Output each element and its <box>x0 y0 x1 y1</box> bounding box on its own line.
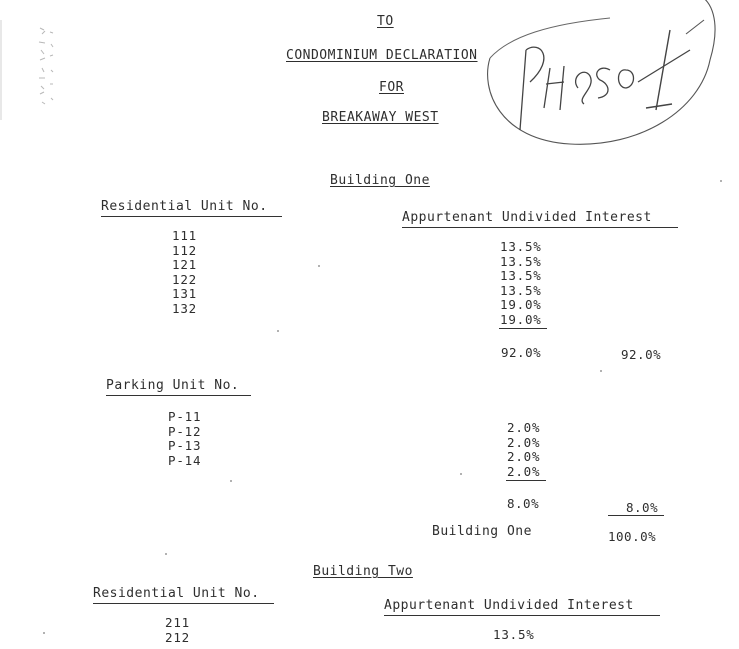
list-item: 13.5% <box>500 253 542 269</box>
list-item: 13.5% <box>500 282 542 298</box>
parking-unit-header: Parking Unit No. <box>106 378 240 393</box>
parking-total: 8.0% <box>626 500 659 515</box>
list-item: 13.5% <box>500 239 542 254</box>
interest-header-underline <box>402 227 678 228</box>
residential-subtotal: 92.0% <box>501 345 542 360</box>
building-two-title: Building Two <box>313 564 413 579</box>
list-item: 132 <box>172 300 197 316</box>
handwritten-circled-notation <box>460 0 739 160</box>
list-item: 121 <box>172 257 197 272</box>
list-item: 111 <box>172 228 197 243</box>
heading-breakaway-west: BREAKAWAY WEST <box>322 110 439 125</box>
list-item: P-11 <box>168 409 202 424</box>
list-item: P-12 <box>168 423 202 439</box>
scan-speck <box>165 553 167 555</box>
parking-interests-list <box>507 421 540 479</box>
building-one-grand-total: 100.0% <box>608 529 657 544</box>
building-one-title: Building One <box>330 173 430 188</box>
building-two-units-list <box>165 616 190 645</box>
residential-units-list <box>172 229 197 316</box>
scan-speck <box>43 632 45 634</box>
list-item: 13.5% <box>500 268 542 283</box>
heading-to: TO <box>377 14 394 29</box>
scan-speck <box>230 480 232 482</box>
list-item: 2.0% <box>507 463 541 479</box>
building-two-residential-header: Residential Unit No. <box>93 586 260 601</box>
interest-header: Appurtenant Undivided Interest <box>402 210 652 225</box>
list-item: 212 <box>165 629 190 645</box>
parking-sum-rule <box>506 480 546 481</box>
building-one-total-label: Building One <box>432 524 532 539</box>
scan-speck <box>460 473 462 475</box>
building-two-interest-underline <box>384 615 660 616</box>
residential-total: 92.0% <box>621 347 662 362</box>
list-item: 131 <box>172 286 197 301</box>
scan-speck <box>600 370 602 372</box>
heading-for: FOR <box>379 80 404 95</box>
scan-speck <box>318 265 320 267</box>
parking-units-list <box>168 410 201 468</box>
scan-speck <box>277 330 279 332</box>
scan-speck <box>720 180 722 182</box>
list-item: 2.0% <box>507 449 541 464</box>
list-item: P-13 <box>168 438 202 453</box>
heading-condominium-declaration: CONDOMINIUM DECLARATION <box>286 48 478 63</box>
list-item: 2.0% <box>507 420 541 435</box>
list-item: 211 <box>165 615 190 630</box>
residential-unit-header: Residential Unit No. <box>101 199 268 214</box>
margin-stamp-marks <box>0 20 60 120</box>
building-two-interest-header: Appurtenant Undivided Interest <box>384 598 634 613</box>
list-item: 122 <box>172 271 197 287</box>
residential-header-underline <box>101 216 282 217</box>
parking-header-underline <box>106 395 251 396</box>
building-two-residential-underline <box>93 603 274 604</box>
list-item: P-14 <box>168 452 202 468</box>
parking-subtotal: 8.0% <box>507 496 540 511</box>
residential-interests-list <box>500 240 542 327</box>
residential-sum-rule <box>499 328 547 329</box>
list-item: 19.0% <box>500 297 542 312</box>
list-item: 2.0% <box>507 434 541 450</box>
building-two-interests-list <box>493 628 535 643</box>
list-item: 112 <box>172 242 197 258</box>
parking-total-rule <box>608 515 664 516</box>
list-item: 19.0% <box>500 311 542 327</box>
list-item: 13.5% <box>493 627 535 642</box>
